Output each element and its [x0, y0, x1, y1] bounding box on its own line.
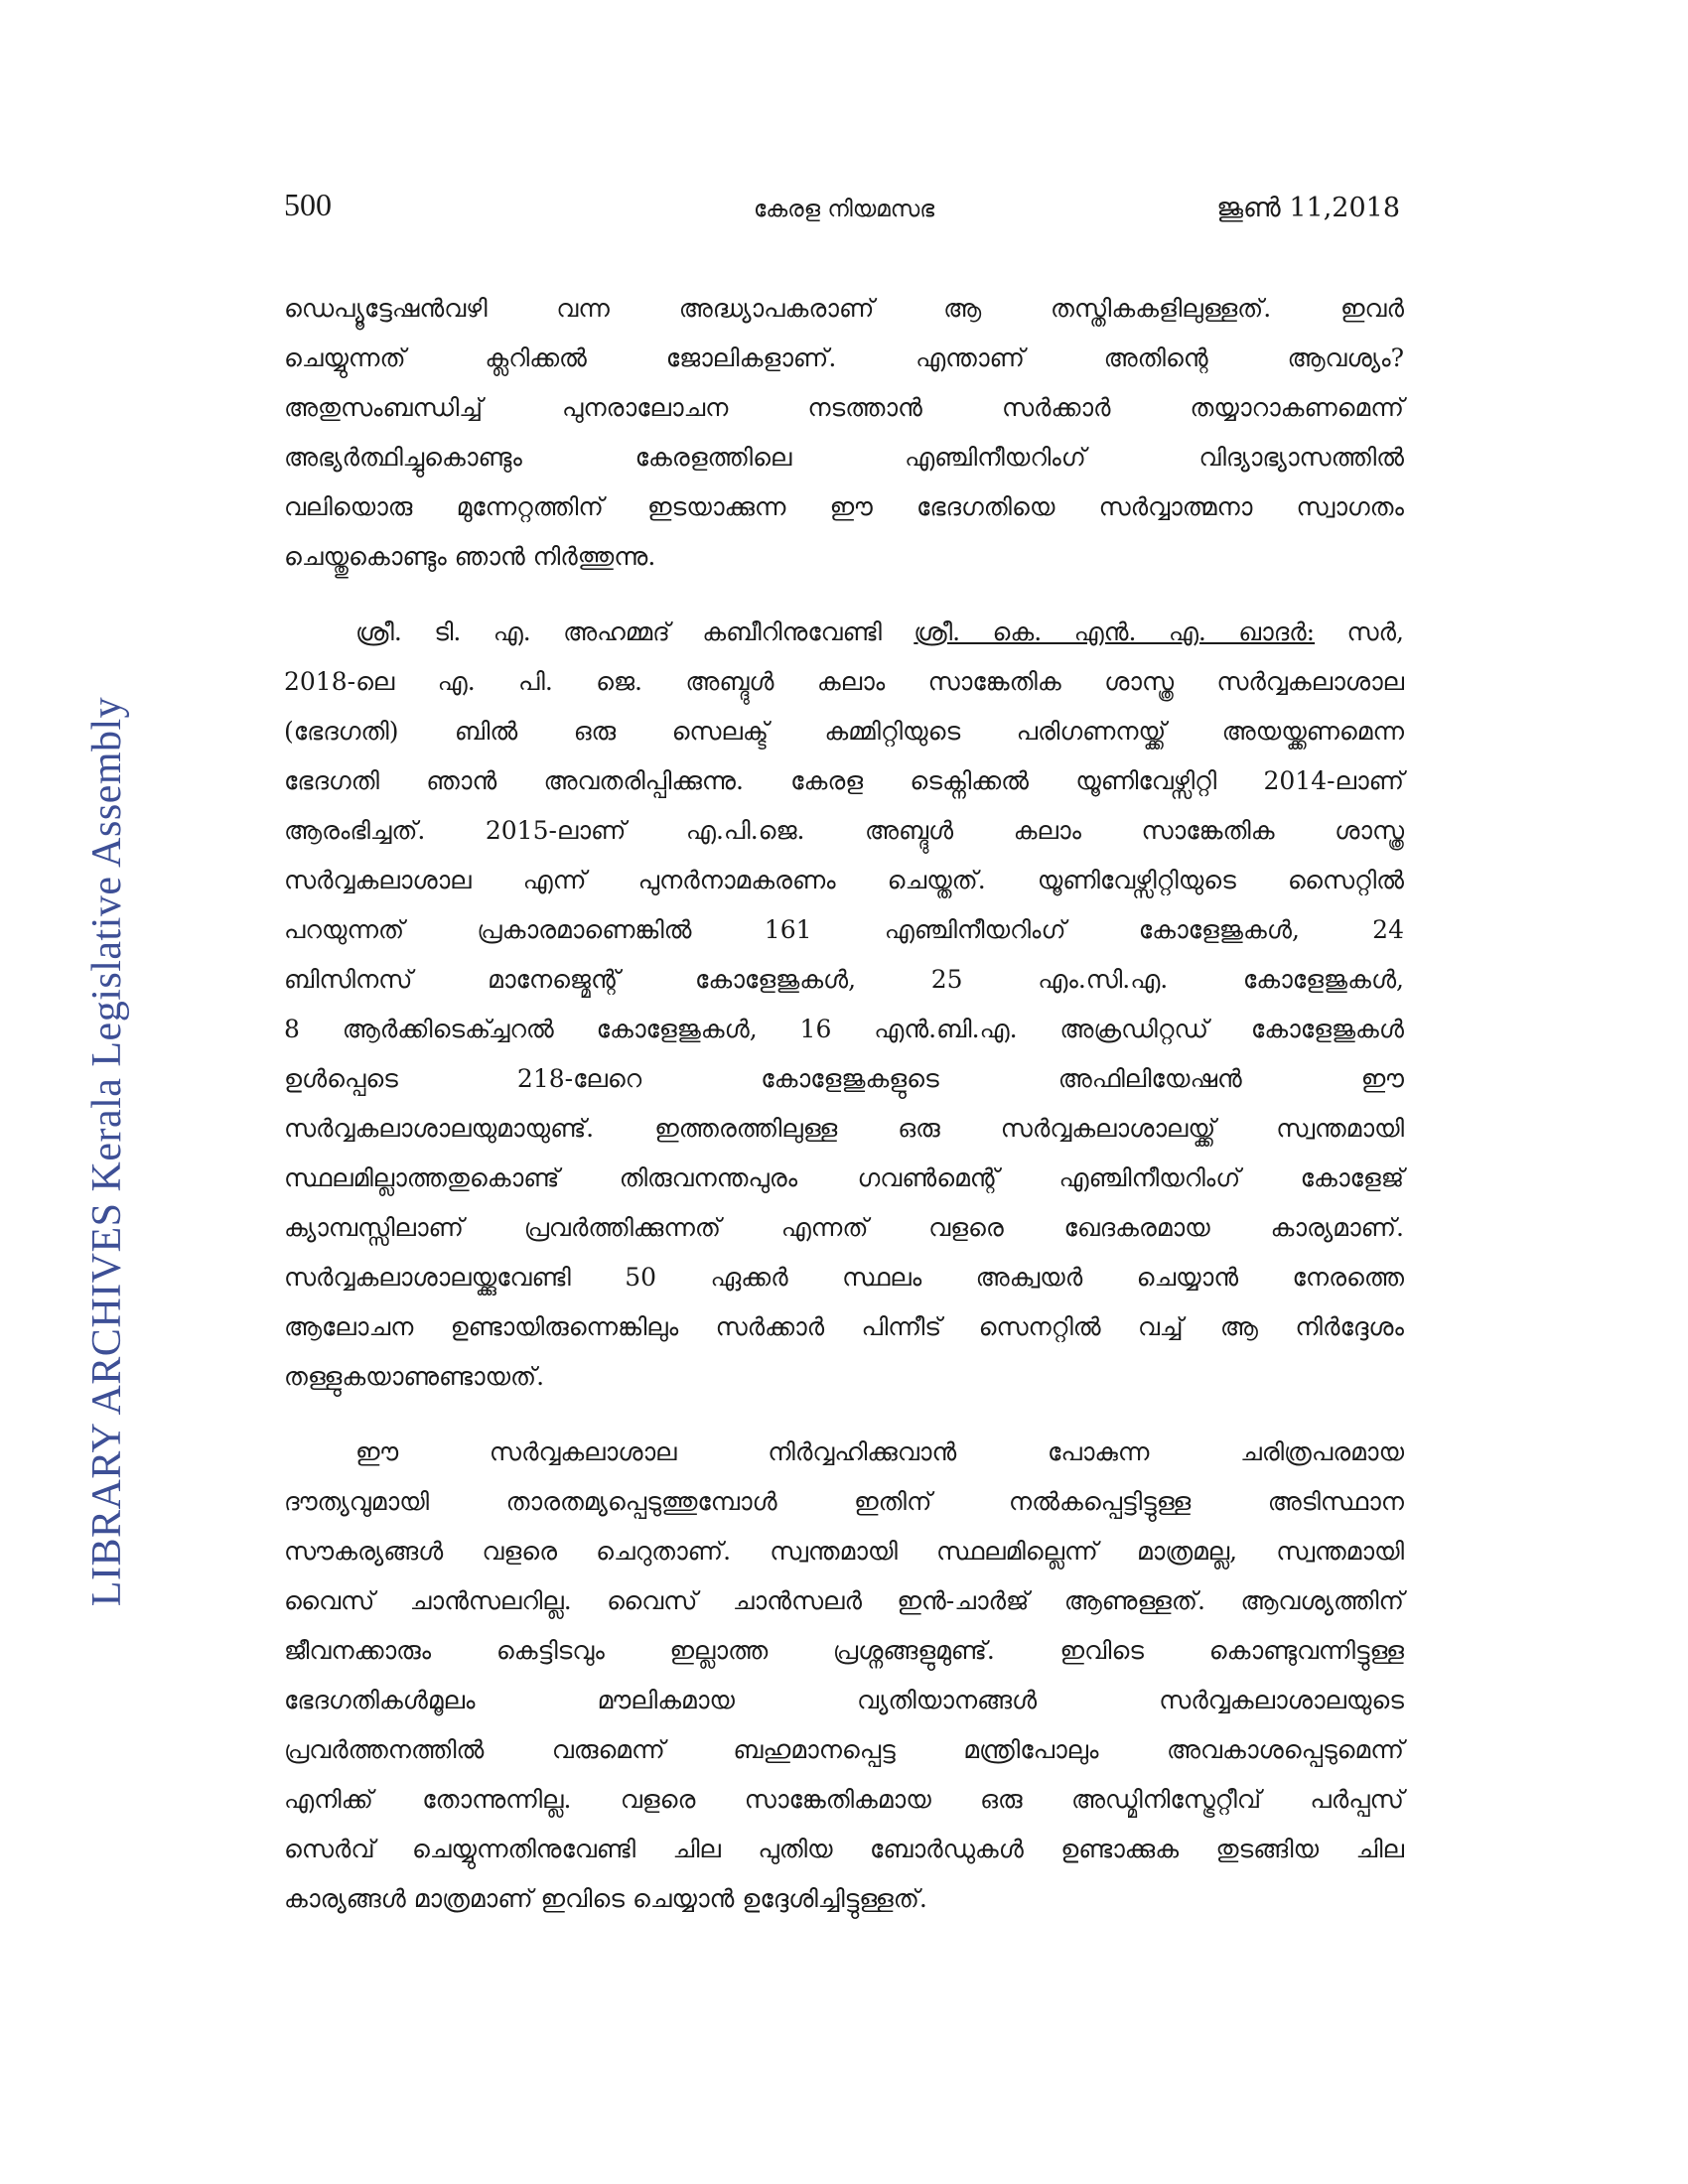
text-line: (ഭേദഗതി) ബിൽ ഒരു സെലക്ട് കമ്മിറ്റിയുടെ പരിഗണനയ്ക്ക് അയയ്ക്കണമെന്ന	[284, 717, 1404, 746]
text-line: ഭേദഗതി ഞാൻ അവതരിപ്പിക്കുന്നു. കേരള ടെക്നിക്കൽ യൂണിവേഴ്സിറ്റി 2014-ലാണ്	[284, 766, 1404, 795]
text-line: ദൗത്യവുമായി താരതമ്യപ്പെടുത്തുമ്പോൾ ഇതിന് നൽകപ്പെട്ടിട്ടുള്ള അടിസ്ഥാന	[284, 1487, 1404, 1516]
text-line: ജീവനക്കാരും കെട്ടിടവും ഇല്ലാത്ത പ്രശ്നങ്ങളുമുണ്ട്. ഇവിടെ കൊണ്ടുവന്നിട്ടുള്ള	[284, 1636, 1404, 1665]
speaker-suffix: സർ,	[1315, 617, 1404, 646]
text-line: ഈ സർവ്വകലാശാല നിർവ്വഹിക്കുവാൻ പോകുന്ന ചരിത്രപരമായ	[355, 1437, 1404, 1466]
text-line: ചെയ്യുന്നത് ക്ലറിക്കൽ ജോലികളാണ്. എന്താണ് അതിന്റെ ആവശ്യം?	[284, 343, 1404, 372]
speaker-line	[284, 608, 1404, 657]
text-line: 2018-ലെ എ. പി. ജെ. അബ്ദുൾ കലാം സാങ്കേതിക ശാസ്ത്ര സർവ്വകലാശാല	[284, 667, 1404, 696]
text-line: എനിക്ക് തോന്നുന്നില്ല. വളരെ സാങ്കേതികമായ ഒരു അഡ്മിനിസ്ട്രേറ്റീവ് പർപ്പസ്	[284, 1785, 1404, 1814]
paragraph-2	[284, 608, 1404, 1402]
text-line: ബിസിനസ് മാനേജ്മെന്റ് കോളേജുകൾ, 25 എം.സി.എ. കോളേജുകൾ,	[284, 965, 1404, 994]
speaker-prefix: ശ്രീ. ടി. എ. അഹമ്മദ് കബീറിനുവേണ്ടി	[355, 617, 914, 646]
running-title: കേരള നിയമസഭ	[753, 197, 935, 222]
text-line: ആരംഭിച്ചത്. 2015-ലാണ് എ.പി.ജെ. അബ്ദുൾ കലാം സാങ്കേതിക ശാസ്ത്ര	[284, 816, 1404, 845]
body-text	[284, 284, 1404, 1924]
text-line: സർവ്വകലാശാലയുമായുണ്ട്. ഇത്തരത്തിലുള്ള ഒരു സർവ്വകലാശാലയ്ക്ക് സ്വന്തമായി	[284, 1114, 1404, 1143]
text-line: ചെയ്തുകൊണ്ടും ഞാൻ നിർത്തുന്നു.	[284, 542, 656, 571]
text-line: അതുസംബന്ധിച്ച് പുനരാലോചന നടത്താൻ സർക്കാർ തയ്യാറാകണമെന്ന്	[284, 393, 1404, 422]
text-line: ക്യാമ്പസ്സിലാണ് പ്രവർത്തിക്കുന്നത് എന്നത് വളരെ ഖേദകരമായ കാര്യമാണ്.	[284, 1213, 1404, 1242]
speaker-name: ശ്രീ. കെ. എൻ. എ. ഖാദർ:	[914, 617, 1316, 646]
text-line: വലിയൊരു മുന്നേറ്റത്തിന് ഇടയാക്കുന്ന ഈ ഭേദഗതിയെ സർവ്വാത്മനാ സ്വാഗതം	[284, 492, 1404, 521]
archive-watermark: LIBRARY ARCHIVES Kerala Legislative Assembly	[84, 696, 130, 1607]
text-line: സർവ്വകലാശാലയ്ക്കുവേണ്ടി 50 ഏക്കർ സ്ഥലം അക്വയർ ചെയ്യാൻ നേരത്തെ	[284, 1263, 1404, 1292]
text-line: തള്ളുകയാണുണ്ടായത്.	[284, 1362, 545, 1391]
text-line: ഉൾപ്പെടെ 218-ലേറെ കോളേജുകളുടെ അഫിലിയേഷൻ ഈ	[284, 1064, 1404, 1093]
text-line: പറയുന്നത് പ്രകാരമാണെങ്കിൽ 161 എഞ്ചിനീയറിംഗ് കോളേജുകൾ, 24	[284, 915, 1404, 944]
text-line: കാര്യങ്ങൾ മാത്രമാണ് ഇവിടെ ചെയ്യാൻ ഉദ്ദേശിച്ചിട്ടുള്ളത്.	[284, 1884, 927, 1913]
text-line: സൗകര്യങ്ങൾ വളരെ ചെറുതാണ്. സ്വന്തമായി സ്ഥലമില്ലെന്ന് മാത്രമല്ല, സ്വന്തമായി	[284, 1537, 1404, 1566]
text-line: സ്ഥലമില്ലാത്തതുകൊണ്ട് തിരുവനന്തപുരം ഗവൺമെന്റ് എഞ്ചിനീയറിംഗ് കോളേജ്	[284, 1163, 1404, 1192]
page-date: ജൂൺ 11,2018	[1216, 193, 1400, 223]
text-line: സർവ്വകലാശാല എന്ന് പുനർനാമകരണം ചെയ്തത്. യൂണിവേഴ്സിറ്റിയുടെ സൈറ്റിൽ	[284, 866, 1404, 894]
paragraph-3	[284, 1428, 1404, 1924]
text-line: സെർവ് ചെയ്യുന്നതിനുവേണ്ടി ചില പുതിയ ബോർഡുകൾ ഉണ്ടാക്കുക തുടങ്ങിയ ചില	[284, 1835, 1404, 1863]
text-line: വൈസ് ചാൻസലറില്ല. വൈസ് ചാൻസലർ ഇൻ-ചാർജ് ആണുള്ളത്. ആവശ്യത്തിന്	[284, 1586, 1404, 1615]
text-line: അഭ്യർത്ഥിച്ചുകൊണ്ടും കേരളത്തിലെ എഞ്ചിനീയറിംഗ് വിദ്യാഭ്യാസത്തിൽ	[284, 443, 1404, 472]
page-number: 500	[284, 187, 332, 222]
text-line: 8 ആർക്കിടെക്ച്ചറൽ കോളേജുകൾ, 16 എൻ.ബി.എ. അക്രഡിറ്റഡ് കോളേജുകൾ	[284, 1015, 1404, 1043]
text-line: ഡെപ്യൂട്ടേഷൻവഴി വന്ന അദ്ധ്യാപകരാണ് ആ തസ്തികകളിലുള്ളത്. ഇവർ	[284, 294, 1404, 323]
text-line: ഭേദഗതികൾമൂലം മൗലികമായ വ്യതിയാനങ്ങൾ സർവ്വകലാശാലയുടെ	[284, 1686, 1404, 1714]
text-line: പ്രവർത്തനത്തിൽ വരുമെന്ന് ബഹുമാനപ്പെട്ട മന്ത്രിപോലും അവകാശപ്പെടുമെന്ന്	[284, 1735, 1404, 1764]
paragraph-1	[284, 284, 1404, 582]
text-line: ആലോചന ഉണ്ടായിരുന്നെങ്കിലും സർക്കാർ പിന്നീട് സെനറ്റിൽ വച്ച് ആ നിർദ്ദേശം	[284, 1312, 1404, 1341]
